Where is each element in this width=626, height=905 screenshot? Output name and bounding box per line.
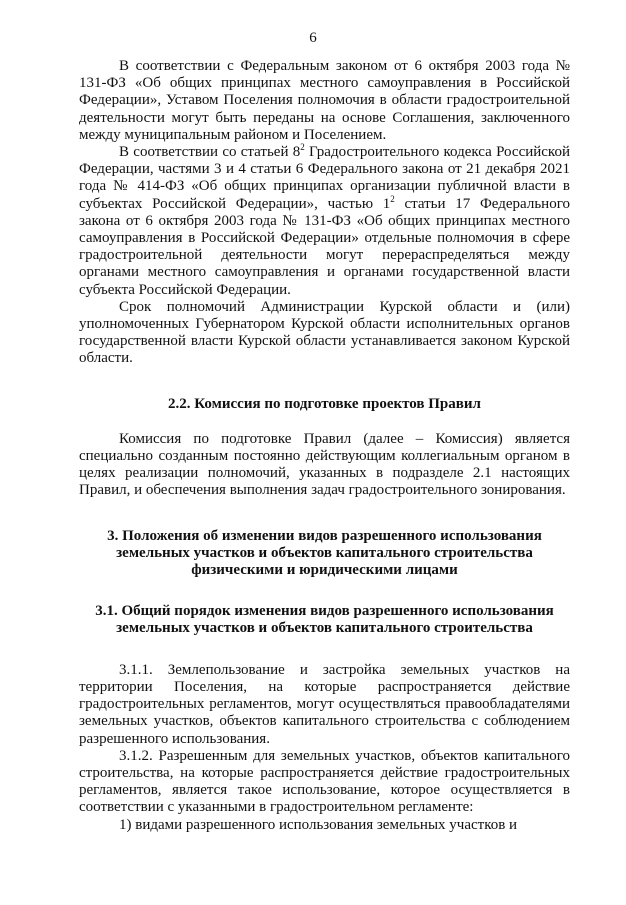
paragraph-list-item-1: 1) видами разрешенного использования земельных участков и <box>119 816 518 833</box>
heading-3: 3. Положения об изменении видов разрешенного использования земельных участков и объектов капитального строительства физическими и юридическими лицами <box>107 527 542 579</box>
paragraph-urban-code-part2: Градостроительного кодекса Российской Федерации, частями 3 и 4 статьи 6 Федерального закона от 21 декабря 2021 года № 414-ФЗ «Об общих принципах организации публичной власти в субъектах Российской Федерации», частью 1 <box>79 144 570 212</box>
document-body <box>79 58 570 834</box>
paragraph-urban-code-part1: В соответствии со статьей 8 <box>119 144 301 161</box>
heading-2-2: 2.2. Комиссия по подготовке проектов Правил <box>168 395 481 412</box>
paragraph-commission: Комиссия по подготовке Правил (далее – Комиссия) является специально созданным постоянно действующим коллегиальным органом в целях реализации полномочий, указанных в подразделе 2.1 настоящих Правил, и обеспечения выполнения задач градостроительного зонирования. <box>79 430 570 499</box>
heading-3-1: 3.1. Общий порядок изменения видов разрешенного использования земельных участков и объектов капитального строительства <box>95 603 554 637</box>
paragraph-3-1-1: 3.1.1. Землепользование и застройка земельных участков на территории Поселения, на которые распространяется действие градостроительных регламентов, могут осуществляться правообладателями земельных участков, объектов капитального строительства с соблюдением разрешенного использования. <box>79 661 570 747</box>
superscript: 2 <box>300 142 305 153</box>
page-number: 6 <box>309 30 317 46</box>
paragraph-3-1-2: 3.1.2. Разрешенным для земельных участков, объектов капитального строительства, на которые распространяется действие градостроительных регламентов, является такое использование, которое осуществляется в соответствии с указанными в градостроительном регламенте: <box>79 747 570 816</box>
paragraph-federal-law: В соответствии с Федеральным законом от 6 октября 2003 года № 131-ФЗ «Об общих принципах местного самоуправления в Российской Федерации», Уставом Поселения полномочия в области градостроительной деятельности могут быть переданы на основе Соглашения, заключенного между муниципальным районом и Поселением. <box>79 58 570 143</box>
paragraph-term-of-powers: Срок полномочий Администрации Курской области и (или) уполномоченных Губернатором Курской области исполнительных органов государственной власти Курской области устанавливается законом Курской области. <box>79 298 570 367</box>
paragraph-urban-code <box>79 144 570 299</box>
paragraph-urban-code-part3: статьи 17 Федерального закона от 6 октября 2003 года № 131-ФЗ «Об общих принципах местного самоуправления в Российской Федерации» отдельные полномочия в сфере градостроительной деятельности могут перераспределяться между органами местного самоуправления и органами государственной власти субъекта Российской Федерации. <box>79 195 570 298</box>
superscript: 2 <box>390 193 395 204</box>
